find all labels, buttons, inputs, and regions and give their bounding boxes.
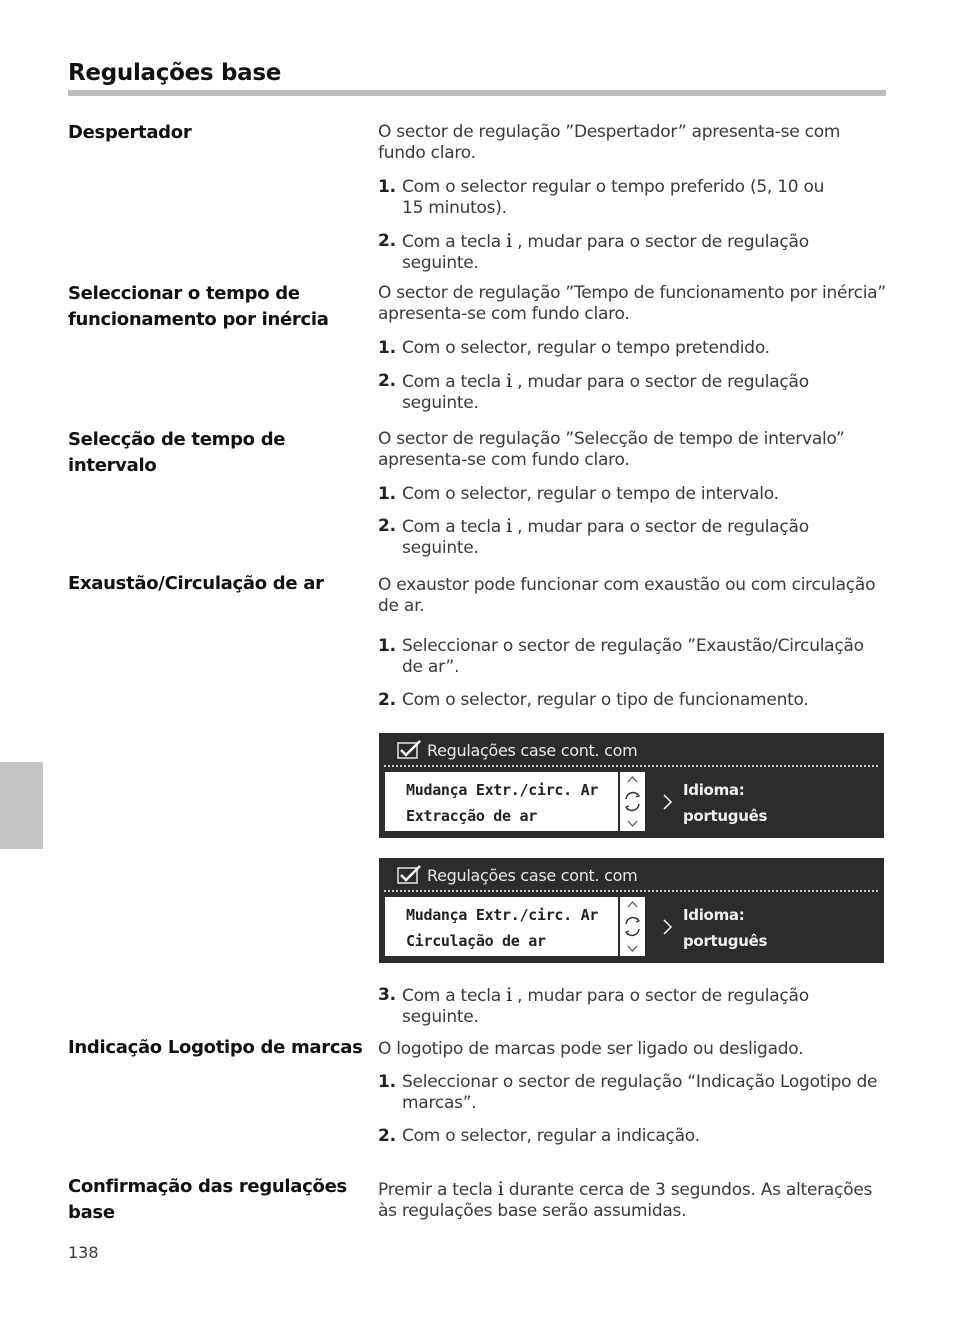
language-label: Idioma: <box>683 781 745 799</box>
page-number: 138 <box>68 1243 99 1262</box>
step-text: Com o selector, regular o tipo de funcionamento. <box>402 690 809 710</box>
step-text-post: , mudar para o sector de regulação seguinte. <box>402 372 809 413</box>
setting-value-box <box>385 772 618 831</box>
setting-value: Extracção de ar <box>406 807 537 825</box>
setting-name: Mudança Extr./circ. Ar <box>406 906 599 924</box>
side-tab-marker <box>0 762 43 849</box>
scroll-selector-icon <box>620 897 645 956</box>
step-logotipo-2 <box>378 1126 888 1147</box>
dotted-separator <box>384 765 878 767</box>
chevron-right-icon <box>661 793 675 811</box>
language-value: português <box>683 807 768 825</box>
step-number: 2. <box>378 1126 396 1146</box>
language-value: português <box>683 932 768 950</box>
step-exaustao-3 <box>378 985 888 1028</box>
intro-logotipo: O logotipo de marcas pode ser ligado ou desligado. <box>378 1039 804 1059</box>
display-panel-extraccao <box>379 733 884 838</box>
setting-value-box <box>385 897 618 956</box>
intro-despertador: O sector de regulação ”Despertador” apresenta-se com fundo claro. <box>378 122 841 163</box>
setting-value: Circulação de ar <box>406 932 546 950</box>
info-key-icon: i <box>506 230 512 252</box>
step-intervalo-1 <box>378 484 888 505</box>
scroll-selector-icon <box>620 772 645 831</box>
step-text-pre: Com a tecla <box>402 986 501 1006</box>
step-text: Seleccionar o sector de regulação ”Exaustão/Circulação de ar”. <box>402 636 864 677</box>
panel-title: Regulações case cont. com <box>427 866 638 885</box>
step-number: 2. <box>378 231 396 251</box>
checkbox-checked-icon <box>397 865 421 885</box>
heading-despertador: Despertador <box>68 122 192 143</box>
step-number: 3. <box>378 985 396 1005</box>
intro-exaustao: O exaustor pode funcionar com exaustão ou com circulação de ar. <box>378 575 876 616</box>
step-logotipo-1 <box>378 1072 888 1114</box>
step-text: Com o selector, regular o tempo pretendido. <box>402 338 770 358</box>
step-number: 2. <box>378 516 396 536</box>
heading-inercia: Seleccionar o tempo de funcionamento por inércia <box>68 283 329 330</box>
heading-confirmacao: Confirmação das regulações base <box>68 1176 347 1223</box>
step-text: Seleccionar o sector de regulação “Indicação Logotipo de marcas”. <box>402 1072 878 1113</box>
confirm-text-post: durante cerca de 3 segundos. As alterações às regulações base serão assumidas. <box>378 1180 873 1221</box>
text-confirmacao <box>378 1179 888 1222</box>
info-key-icon: i <box>506 515 512 537</box>
intro-inercia: O sector de regulação ”Tempo de funcionamento por inércia” apresenta-se com fundo claro. <box>378 283 886 324</box>
step-number: 1. <box>378 177 396 197</box>
step-despertador-2 <box>378 231 888 274</box>
info-key-icon: i <box>497 1178 504 1200</box>
step-number: 1. <box>378 1072 396 1092</box>
step-text-pre: Com a tecla <box>402 372 501 392</box>
step-text-pre: Com a tecla <box>402 517 501 537</box>
page-title: Regulações base <box>68 60 282 86</box>
heading-logotipo: Indicação Logotipo de marcas <box>68 1037 363 1058</box>
dotted-separator <box>384 890 878 892</box>
checkbox-checked-icon <box>397 740 421 760</box>
step-intervalo-2 <box>378 516 888 559</box>
chevron-right-icon <box>661 918 675 936</box>
step-number: 1. <box>378 636 396 656</box>
intro-intervalo: O sector de regulação ”Selecção de tempo de intervalo” apresenta-se com fundo claro. <box>378 429 845 470</box>
info-key-icon: i <box>506 984 512 1006</box>
title-rule <box>68 90 886 96</box>
confirm-text-pre: Premir a tecla <box>378 1180 493 1200</box>
panel-title: Regulações case cont. com <box>427 741 638 760</box>
language-label: Idioma: <box>683 906 745 924</box>
step-despertador-1 <box>378 177 888 219</box>
display-panel-circulacao <box>379 858 884 963</box>
heading-intervalo: Selecção de tempo de intervalo <box>68 429 286 476</box>
step-text-post: , mudar para o sector de regulação seguinte. <box>402 517 809 558</box>
step-text: Com o selector, regular a indicação. <box>402 1126 700 1146</box>
step-text-pre: Com a tecla <box>402 232 501 252</box>
step-number: 2. <box>378 371 396 391</box>
step-text: Com o selector, regular o tempo de intervalo. <box>402 484 779 504</box>
step-inercia-2 <box>378 371 888 414</box>
setting-name: Mudança Extr./circ. Ar <box>406 781 599 799</box>
info-key-icon: i <box>506 370 512 392</box>
step-number: 1. <box>378 338 396 358</box>
step-text-post: , mudar para o sector de regulação seguinte. <box>402 986 809 1027</box>
heading-exaustao: Exaustão/Circulação de ar <box>68 573 324 594</box>
step-exaustao-2 <box>378 690 888 711</box>
step-number: 1. <box>378 484 396 504</box>
step-text-post: , mudar para o sector de regulação seguinte. <box>402 232 809 273</box>
step-inercia-1 <box>378 338 888 359</box>
step-number: 2. <box>378 690 396 710</box>
step-exaustao-1 <box>378 636 888 678</box>
step-text: Com o selector regular o tempo preferido (5, 10 ou 15 minutos). <box>402 177 825 218</box>
